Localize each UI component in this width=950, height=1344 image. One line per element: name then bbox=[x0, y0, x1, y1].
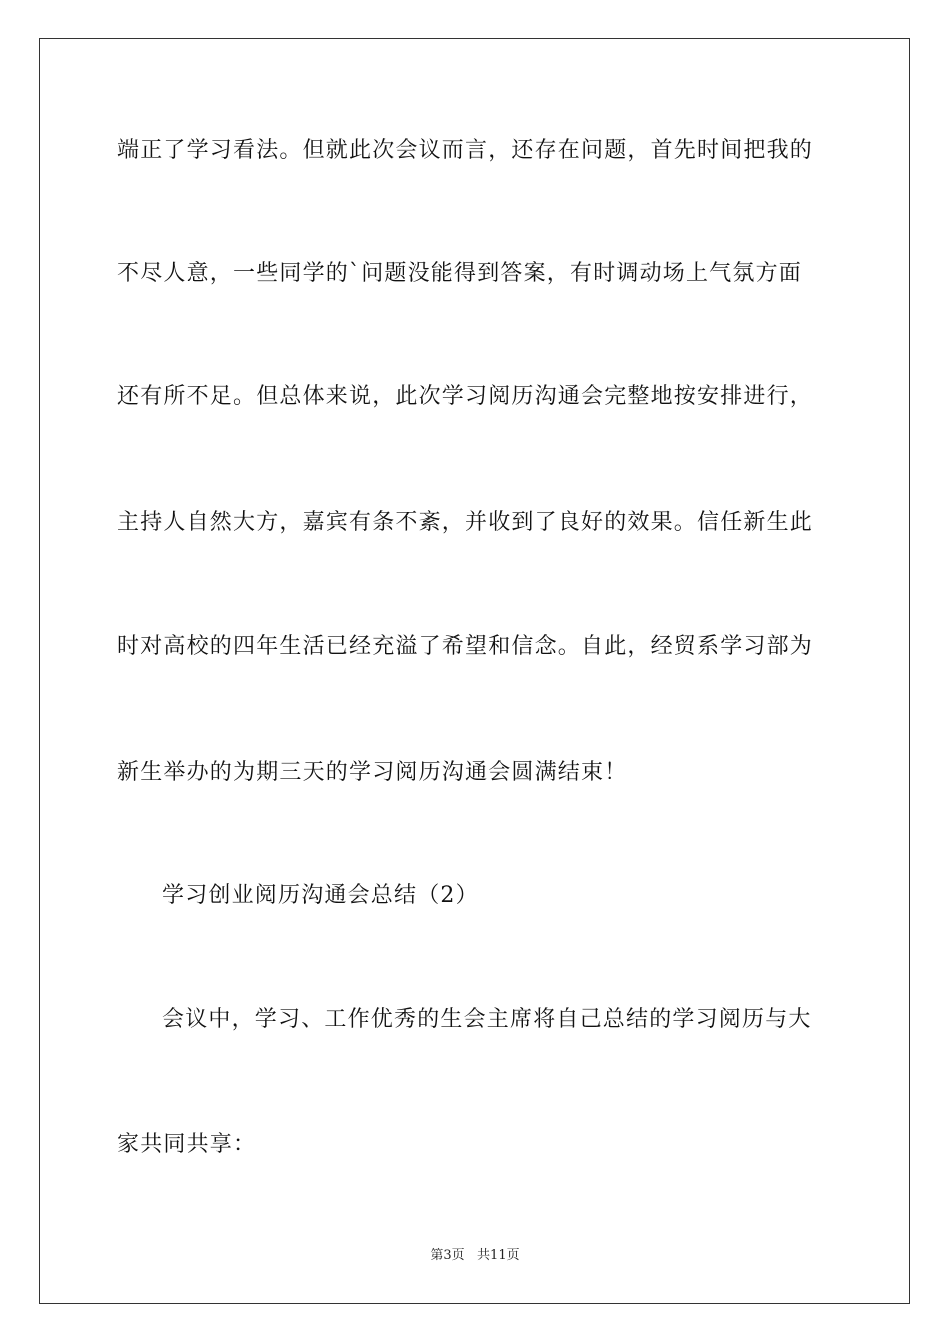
page-border bbox=[39, 38, 910, 1304]
body-text-line-1: 端正了学习看法。但就此次会议而言，还存在问题，首先时间把我的 bbox=[117, 138, 814, 163]
paragraph-2-line-1: 会议中，学习、工作优秀的生会主席将自己总结的学习阅历与大 bbox=[162, 1007, 812, 1032]
body-text-line-3: 还有所不足。但总体来说，此次学习阅历沟通会完整地按安排进行， bbox=[117, 384, 814, 409]
body-text-line-4: 主持人自然大方，嘉宾有条不紊，并收到了良好的效果。信任新生此 bbox=[117, 510, 814, 535]
section-heading: 学习创业阅历沟通会总结（2） bbox=[162, 883, 479, 908]
body-text-line-5: 时对高校的四年生活已经充溢了希望和信念。自此，经贸系学习部为 bbox=[117, 634, 814, 659]
body-text-line-6: 新生举办的为期三天的学习阅历沟通会圆满结束！ bbox=[117, 760, 628, 785]
paragraph-2-line-2: 家共同共享： bbox=[117, 1132, 257, 1157]
page-number-footer: 第3页 共11页 bbox=[430, 1248, 520, 1263]
body-text-line-2: 不尽人意，一些同学的`问题没能得到答案，有时调动场上气氛方面 bbox=[117, 261, 803, 286]
